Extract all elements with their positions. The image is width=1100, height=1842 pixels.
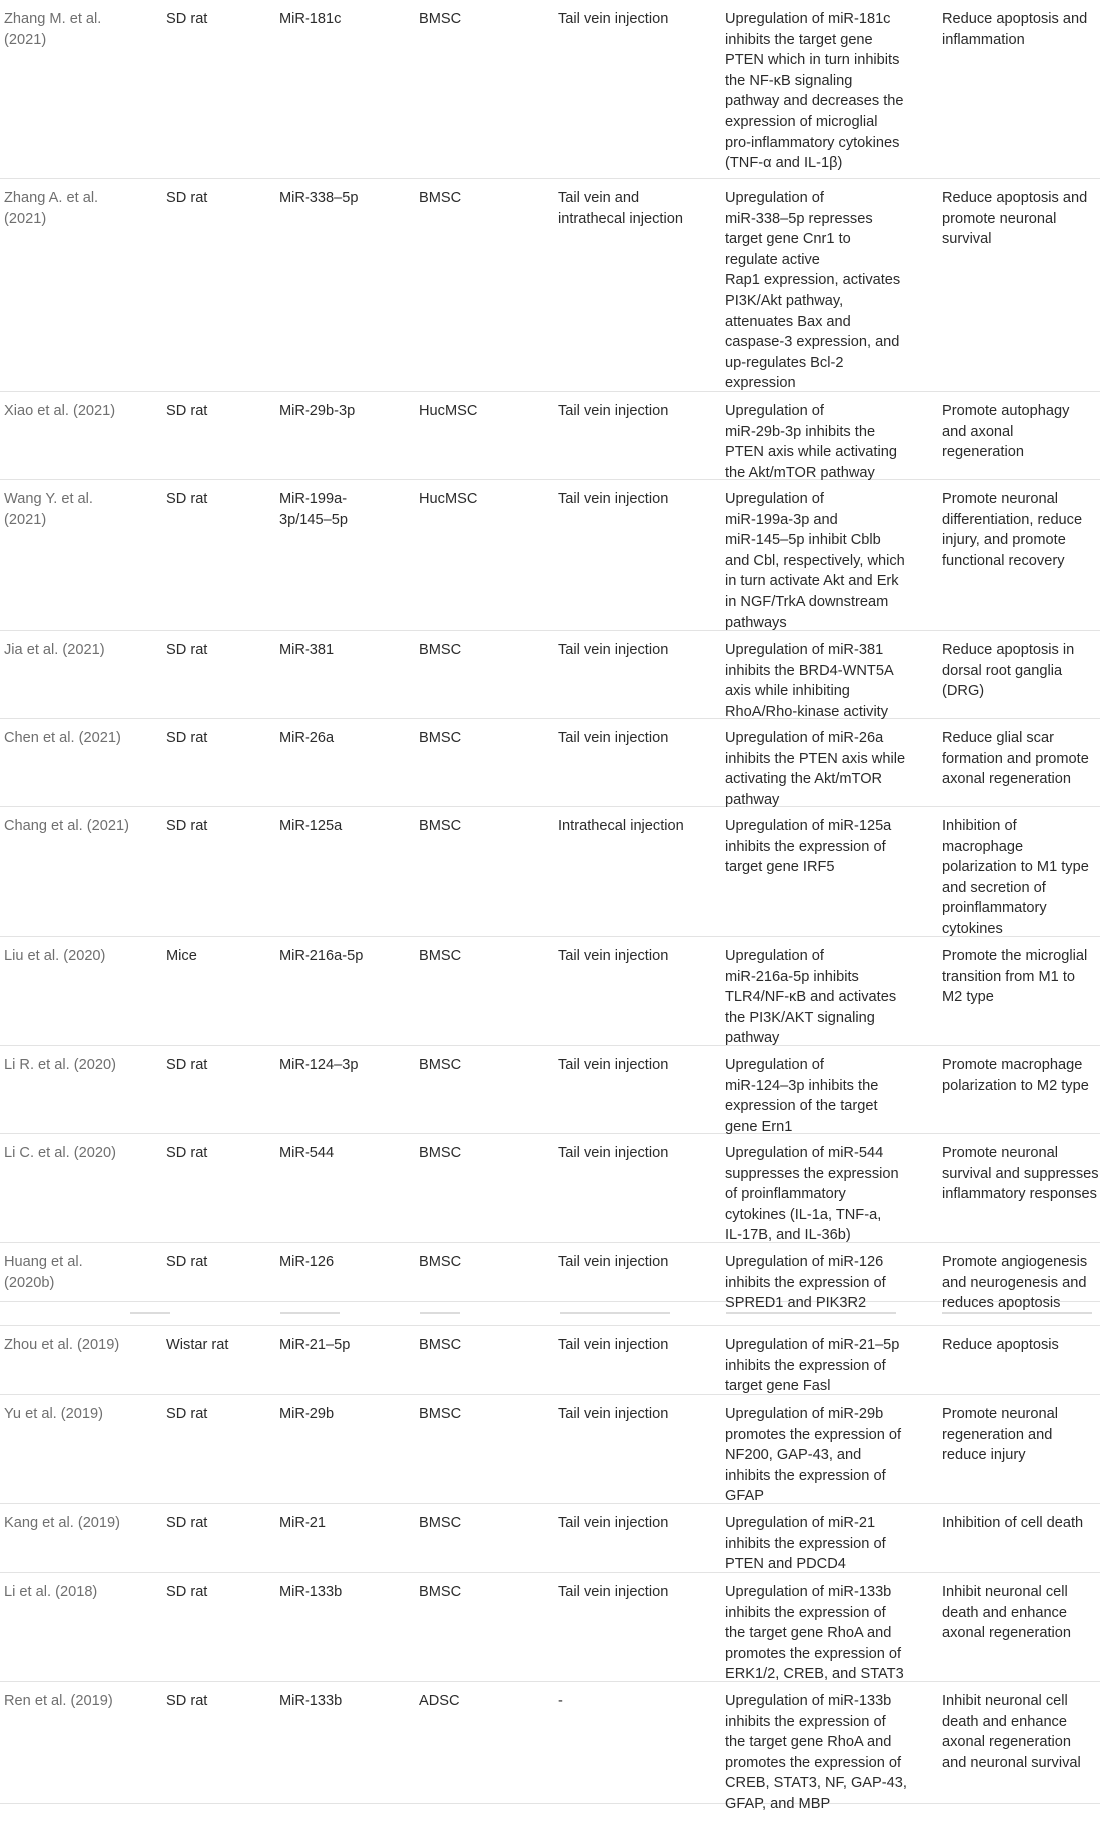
- effect-cell: Reduce apoptosis in dorsal root ganglia (DRG): [942, 642, 1075, 700]
- route-cell: Tail vein injection: [558, 948, 669, 964]
- mirna-cell: MiR-216a-5p: [279, 948, 364, 964]
- cell-source-cell: BMSC: [419, 1145, 462, 1161]
- route-cell: Tail vein injection: [558, 1584, 669, 1600]
- mechanism-cell: Upregulation of miR-125a inhibits the expression of target gene IRF5: [725, 818, 892, 876]
- cell-source-cell: BMSC: [419, 948, 462, 964]
- mirna-cell: MiR-125a: [279, 818, 343, 834]
- model-cell: SD rat: [166, 1584, 208, 1600]
- mechanism-cell: Upregulation of miR-216a-5p inhibits TLR4/NF-κB and activates the PI3K/AKT signaling pathway: [725, 948, 897, 1047]
- route-cell: Tail vein injection: [558, 1057, 669, 1073]
- table-row: [0, 937, 1100, 1046]
- effect-cell: Inhibition of cell death: [942, 1515, 1084, 1531]
- study-cell: Zhou et al. (2019): [4, 1337, 120, 1353]
- model-cell: SD rat: [166, 403, 208, 419]
- cell-source-cell: BMSC: [419, 1584, 462, 1600]
- model-cell: SD rat: [166, 642, 208, 658]
- table-row: [0, 1682, 1100, 1812]
- mirna-cell: MiR-26a: [279, 730, 335, 746]
- effect-cell: Promote macrophage polarization to M2 type: [942, 1057, 1089, 1094]
- model-cell: SD rat: [166, 818, 208, 834]
- effect-cell: Inhibit neuronal cell death and enhance axonal regeneration and neuronal survival: [942, 1693, 1081, 1771]
- mechanism-cell: Upregulation of miR-21–5p inhibits the expression of target gene Fasl: [725, 1337, 900, 1395]
- effect-cell: Reduce apoptosis: [942, 1337, 1059, 1353]
- route-cell: Tail vein and intrathecal injection: [558, 190, 683, 227]
- cell-source-cell: BMSC: [419, 730, 462, 746]
- route-cell: Tail vein injection: [558, 1254, 669, 1270]
- effect-cell: Promote autophagy and axonal regeneration: [942, 403, 1070, 461]
- table-row: [0, 1573, 1100, 1682]
- model-cell: Wistar rat: [166, 1337, 229, 1353]
- study-cell: Xiao et al. (2021): [4, 403, 116, 419]
- effect-cell: Reduce apoptosis and promote neuronal survival: [942, 190, 1088, 248]
- route-cell: Tail vein injection: [558, 491, 669, 507]
- study-cell: Li R. et al. (2020): [4, 1057, 116, 1073]
- cut-row-divider: [0, 1302, 1100, 1326]
- mechanism-cell: Upregulation of miR-124–3p inhibits the expression of the target gene Ern1: [725, 1057, 879, 1135]
- cell-source-cell: HucMSC: [419, 491, 478, 507]
- mechanism-cell: Upregulation of miR-29b promotes the expression of NF200, GAP-43, and inhibits the expression of GFAP: [725, 1406, 902, 1505]
- cell-source-cell: BMSC: [419, 11, 462, 27]
- mechanism-cell: Upregulation of miR-381 inhibits the BRD4-WNT5A axis while inhibiting RhoA/Rho-kinase activity: [725, 642, 894, 720]
- table-row: [0, 1243, 1100, 1312]
- route-cell: Tail vein injection: [558, 403, 669, 419]
- mirna-cell: MiR-381: [279, 642, 335, 658]
- study-cell: Kang et al. (2019): [4, 1515, 121, 1531]
- study-cell: Li C. et al. (2020): [4, 1145, 116, 1161]
- mirna-cell: MiR-29b-3p: [279, 403, 356, 419]
- effect-cell: Inhibition of macrophage polarization to M1 type and secretion of proinflammatory cytokines: [942, 818, 1089, 937]
- table-row: [0, 1326, 1100, 1395]
- cell-source-cell: BMSC: [419, 1515, 462, 1531]
- table-row: [0, 1134, 1100, 1243]
- model-cell: SD rat: [166, 1254, 208, 1270]
- study-cell: Zhang M. et al. (2021): [4, 11, 102, 48]
- mirna-cell: MiR-544: [279, 1145, 335, 1161]
- mechanism-cell: Upregulation of miR-133b inhibits the expression of the target gene RhoA and promotes the expression of CREB, STAT3, NF, GAP-43, GFAP, and MBP: [725, 1693, 907, 1812]
- route-cell: Tail vein injection: [558, 1406, 669, 1422]
- cell-source-cell: BMSC: [419, 190, 462, 206]
- route-cell: Intrathecal injection: [558, 818, 684, 834]
- cell-source-cell: BMSC: [419, 1337, 462, 1353]
- route-cell: -: [558, 1693, 563, 1709]
- mirna-cell: MiR-133b: [279, 1584, 343, 1600]
- cell-source-cell: ADSC: [419, 1693, 460, 1709]
- mechanism-cell: Upregulation of miR-181c inhibits the target gene PTEN which in turn inhibits the NF-κB signaling pathway and decreases the expression of microglial pro-inflammatory cytokines (TNF-α and IL-1β): [725, 11, 904, 172]
- mirna-cell: MiR-124–3p: [279, 1057, 359, 1073]
- table-row: [0, 807, 1100, 937]
- mirna-cell: MiR-21–5p: [279, 1337, 351, 1353]
- effect-cell: Promote neuronal regeneration and reduce injury: [942, 1406, 1059, 1464]
- table-row: [0, 0, 1100, 179]
- effect-cell: Promote the microglial transition from M1 to M2 type: [942, 948, 1088, 1006]
- mechanism-cell: Upregulation of miR-338–5p represses target gene Cnr1 to regulate active Rap1 expression, activates PI3K/Akt pathway, attenuates Bax and caspase-3 expression, and up-regulates Bcl-2 expression: [725, 190, 901, 392]
- study-cell: Jia et al. (2021): [4, 642, 105, 658]
- cell-source-cell: BMSC: [419, 818, 462, 834]
- model-cell: SD rat: [166, 1057, 208, 1073]
- table-row: [0, 1395, 1100, 1504]
- study-cell: Ren et al. (2019): [4, 1693, 113, 1709]
- mechanism-cell: Upregulation of miR-544 suppresses the expression of proinflammatory cytokines (IL-1a, TNF-a, IL-17B, and IL-36b): [725, 1145, 899, 1244]
- model-cell: SD rat: [166, 190, 208, 206]
- mechanism-cell: Upregulation of miR-21 inhibits the expression of PTEN and PDCD4: [725, 1515, 886, 1573]
- study-cell: Liu et al. (2020): [4, 948, 106, 964]
- model-cell: Mice: [166, 948, 197, 964]
- route-cell: Tail vein injection: [558, 1515, 669, 1531]
- model-cell: SD rat: [166, 1515, 208, 1531]
- table-row: [0, 719, 1100, 807]
- mirna-cell: MiR-29b: [279, 1406, 335, 1422]
- mechanism-cell: Upregulation of miR-133b inhibits the expression of the target gene RhoA and promotes the expression of ERK1/2, CREB, and STAT3: [725, 1584, 904, 1683]
- model-cell: SD rat: [166, 491, 208, 507]
- effect-cell: Reduce glial scar formation and promote axonal regeneration: [942, 730, 1089, 788]
- route-cell: Tail vein injection: [558, 730, 669, 746]
- mechanism-cell: Upregulation of miR-199a-3p and miR-145–5p inhibit Cblb and Cbl, respectively, which in turn activate Akt and Erk in NGF/TrkA downstream pathways: [725, 491, 905, 631]
- study-cell: Yu et al. (2019): [4, 1406, 103, 1422]
- mechanism-cell: Upregulation of miR-126 inhibits the expression of SPRED1 and PIK3R2: [725, 1254, 886, 1312]
- mechanism-cell: Upregulation of miR-26a inhibits the PTEN axis while activating the Akt/mTOR pathway: [725, 730, 906, 808]
- study-cell: Chang et al. (2021): [4, 818, 129, 834]
- cell-source-cell: BMSC: [419, 1406, 462, 1422]
- model-cell: SD rat: [166, 1406, 208, 1422]
- mechanism-cell: Upregulation of miR-29b-3p inhibits the PTEN axis while activating the Akt/mTOR pathway: [725, 403, 897, 481]
- effect-cell: Reduce apoptosis and inflammation: [942, 11, 1088, 48]
- mirna-cell: MiR-199a- 3p/145–5p: [279, 491, 348, 528]
- model-cell: SD rat: [166, 11, 208, 27]
- effect-cell: Inhibit neuronal cell death and enhance axonal regeneration: [942, 1584, 1072, 1642]
- model-cell: SD rat: [166, 1145, 208, 1161]
- model-cell: SD rat: [166, 1693, 208, 1709]
- table-row: [0, 1046, 1100, 1134]
- route-cell: Tail vein injection: [558, 1337, 669, 1353]
- table-row: [0, 480, 1100, 631]
- cell-source-cell: BMSC: [419, 642, 462, 658]
- mirna-cell: MiR-21: [279, 1515, 327, 1531]
- model-cell: SD rat: [166, 730, 208, 746]
- study-cell: Huang et al. (2020b): [4, 1254, 83, 1291]
- mirna-cell: MiR-133b: [279, 1693, 343, 1709]
- effect-cell: Promote angiogenesis and neurogenesis and reduces apoptosis: [942, 1254, 1088, 1312]
- table-row: [0, 392, 1100, 480]
- route-cell: Tail vein injection: [558, 642, 669, 658]
- route-cell: Tail vein injection: [558, 1145, 669, 1161]
- cell-source-cell: BMSC: [419, 1057, 462, 1073]
- cell-source-cell: HucMSC: [419, 403, 478, 419]
- study-cell: Zhang A. et al. (2021): [4, 190, 99, 227]
- mirna-cell: MiR-126: [279, 1254, 335, 1270]
- table-row: [0, 1504, 1100, 1573]
- study-cell: Li et al. (2018): [4, 1584, 98, 1600]
- effect-cell: Promote neuronal differentiation, reduce injury, and promote functional recovery: [942, 491, 1083, 569]
- mirna-cell: MiR-338–5p: [279, 190, 359, 206]
- effect-cell: Promote neuronal survival and suppresses inflammatory responses: [942, 1145, 1099, 1203]
- mirna-cell: MiR-181c: [279, 11, 342, 27]
- route-cell: Tail vein injection: [558, 11, 669, 27]
- table-row: [0, 631, 1100, 719]
- table-row: [0, 179, 1100, 392]
- study-cell: Chen et al. (2021): [4, 730, 121, 746]
- cell-source-cell: BMSC: [419, 1254, 462, 1270]
- study-cell: Wang Y. et al. (2021): [4, 491, 93, 528]
